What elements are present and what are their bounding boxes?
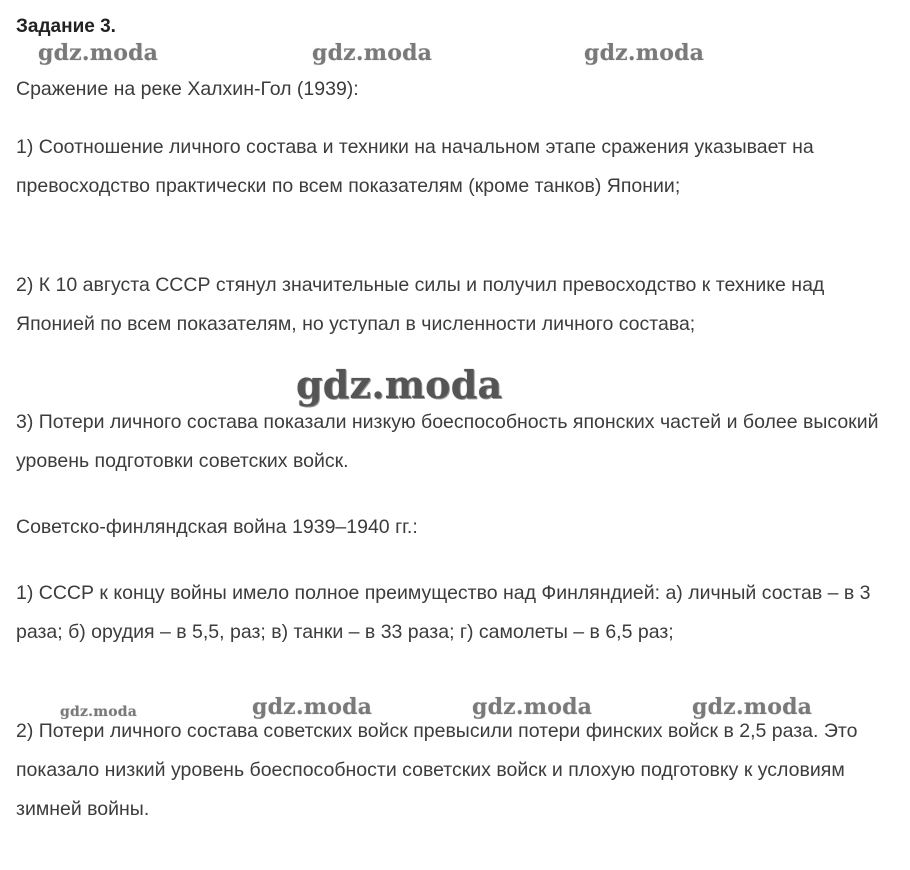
paragraph-khalkhin-gol-2: 2) К 10 августа СССР стянул значительные силы и получил превосходство к технике над Японией по всем показателям, но уступал в численности личного состава; (16, 274, 825, 335)
watermark: gdz.moda (38, 40, 159, 66)
paragraph-winter-war-2: 2) Потери личного состава советских войск превысили потери финских войск в 2,5 раза. Это показало низкий уровень боеспособности советских войск и плохую подготовку к условиям зимней войны. (16, 720, 858, 820)
paragraph-khalkhin-gol-1: 1) Соотношение личного состава и техники на начальном этапе сражения указывает на превосходство практически по всем показателям (кроме танков) Японии; (16, 136, 814, 197)
paragraph-winter-war-1: 1) СССР к концу войны имело полное преимущество над Финляндией: а) личный состав – в 3 раза; б) орудия – в 5,5, раз; в) танки – в 33 раза; г) самолеты – в 6,5 раз; (16, 582, 871, 643)
section-title-khalkhin-gol: Сражение на реке Халхин-Гол (1939): (16, 78, 359, 100)
paragraph-khalkhin-gol-3: 3) Потери личного состава показали низкую боеспособность японских частей и более высокий уровень подготовки советских войск. (16, 411, 879, 472)
watermark: gdz.moda (692, 694, 813, 720)
watermark: gdz.moda (312, 40, 433, 66)
watermark: gdz.moda (584, 40, 705, 66)
task-heading: Задание 3. (16, 16, 116, 37)
watermark: gdz.moda (296, 362, 503, 407)
watermark: gdz.moda (472, 694, 593, 720)
watermark: gdz.moda (60, 704, 138, 720)
watermark: gdz.moda (252, 694, 373, 720)
section-title-winter-war: Советско-финляндская война 1939–1940 гг.: (16, 516, 418, 538)
